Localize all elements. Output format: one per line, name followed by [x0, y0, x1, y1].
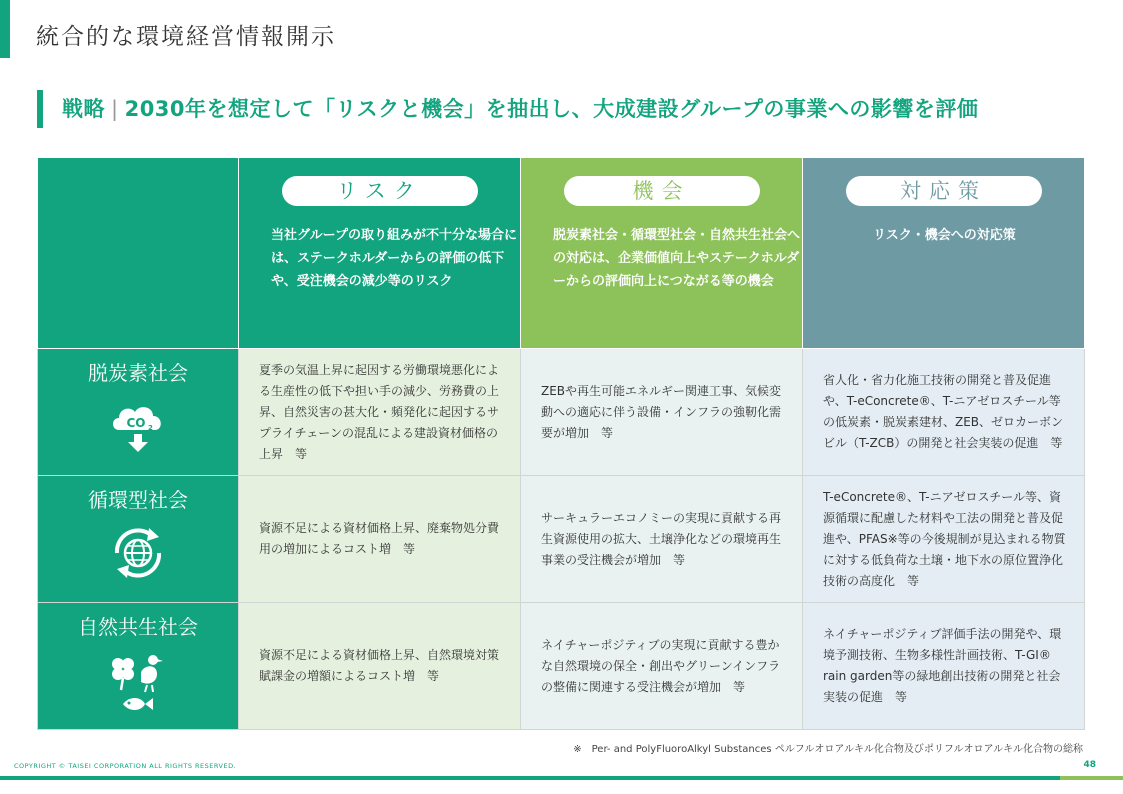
svg-text:CO: CO: [126, 416, 146, 430]
response-pill: 対応策: [846, 176, 1042, 206]
opportunity-text: ZEBや再生可能エネルギー関連工事、気候変動への適応に伴う設備・インフラの強靭化需要が増加 等: [541, 383, 782, 440]
response-cell: [803, 603, 1085, 730]
row-name: 自然共生社会: [78, 615, 198, 639]
row-label-nature: [38, 603, 239, 730]
row-label-decarbonization: [38, 349, 239, 476]
response-text: 省人化・省力化施工技術の開発と普及促進や、T-eConcrete®、T-ニアゼロスチール等の低炭素・脱炭素建材、ZEB、ゼロカーボンビル（T-ZCB）の開発と社会実装の促進 等: [823, 373, 1064, 450]
risk-cell: [239, 349, 521, 476]
risk-cell: [239, 476, 521, 603]
response-text: T-eConcrete®、T-ニアゼロスチール等、資源循環に配慮した材料や工法の開発と普及促進や、PFAS※等の今後規制が見込まれる物質に対する低負荷な土壌・地下水の原位置浄化技術の高度化 等: [823, 489, 1066, 588]
footnote: ※ Per- and PolyFluoroAlkyl Substances ペルフルオロアルキル化合物及びポリフルオロアルキル化合物の総称: [573, 744, 1083, 755]
header-opportunity: [521, 158, 803, 349]
subtitle-lead: 戦略: [62, 97, 105, 121]
risk-pill: リスク: [282, 176, 478, 206]
opportunity-cell: [521, 476, 803, 603]
header-risk: [239, 158, 521, 349]
risk-text: 夏季の気温上昇に起因する労働環境悪化による生産性の低下や担い手の減少、労務費の上昇、自然災害の甚大化・頻発化に起因するサプライチェーンの混乱による建設資材価格の上昇 等: [259, 362, 500, 461]
subtitle-accent-bar: [37, 90, 43, 128]
row-label-circular: [38, 476, 239, 603]
row-name: 脱炭素社会: [88, 361, 188, 385]
footer-bar: [0, 776, 1060, 780]
title-accent-bar: [0, 0, 10, 58]
risk-text: 資源不足による資材価格上昇、廃棄物処分費用の増加によるコスト増 等: [259, 521, 500, 556]
row-name: 循環型社会: [88, 488, 188, 512]
recycle-globe-icon: [107, 523, 169, 583]
opportunity-header-desc: 脱炭素社会・循環型社会・自然共生社会への対応は、企業価値向上やステークホルダーからの評価向上につながる等の機会: [553, 228, 801, 289]
table-row: [38, 476, 1085, 603]
nature-icon: [107, 650, 169, 714]
opportunity-text: サーキュラーエコノミーの実現に貢献する再生資源使用の拡大、土壌浄化などの環境再生事業の受注機会が増加 等: [541, 510, 782, 567]
response-header-desc: リスク・機会への対応策: [873, 228, 1016, 243]
opportunity-cell: [521, 603, 803, 730]
section-subtitle: [62, 93, 978, 123]
subtitle-text: 2030年を想定して「リスクと機会」を抽出し、大成建設グループの事業への影響を評価: [124, 97, 979, 121]
response-cell: [803, 349, 1085, 476]
page-number: 48: [1083, 760, 1096, 770]
footer-bar-accent: [1060, 776, 1123, 780]
opportunity-text: ネイチャーポジティブの実現に貢献する豊かな自然環境の保全・創出やグリーンインフラの整備に関連する受注機会が増加 等: [541, 637, 781, 694]
risk-cell: [239, 603, 521, 730]
risk-opportunity-table: [37, 157, 1085, 730]
response-cell: [803, 476, 1085, 603]
response-text: ネイチャーポジティブ評価手法の開発や、環境予測技術、生物多様性計画技術、T-GI® rain garden等の緑地創出技術の開発と社会実装の促進 等: [823, 627, 1062, 704]
header-row: [38, 158, 1085, 349]
svg-text:2: 2: [148, 424, 153, 432]
subtitle-separator: |: [111, 97, 119, 121]
opportunity-cell: [521, 349, 803, 476]
header-corner: [38, 158, 239, 349]
co2-icon: [107, 396, 169, 456]
header-response: [803, 158, 1085, 349]
risk-header-desc: 当社グループの取り組みが不十分な場合には、ステークホルダーからの評価の低下や、受注機会の減少等のリスク: [271, 228, 517, 289]
risk-text: 資源不足による資材価格上昇、自然環境対策賦課金の増額によるコスト増 等: [259, 648, 500, 683]
page-title: 統合的な環境経営情報開示: [36, 24, 336, 50]
opportunity-pill: 機会: [564, 176, 760, 206]
table-row: [38, 603, 1085, 730]
copyright: COPYRIGHT © TAISEI CORPORATION ALL RIGHTS RESERVED.: [14, 762, 237, 770]
table-row: [38, 349, 1085, 476]
